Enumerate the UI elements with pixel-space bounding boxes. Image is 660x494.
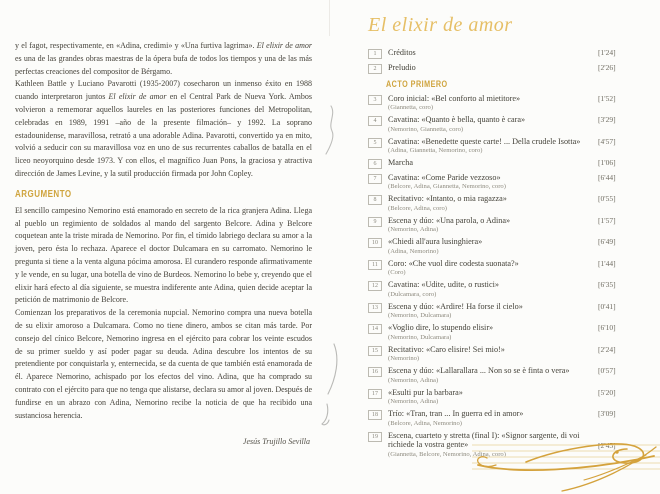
track-duration: [0'57] <box>598 366 616 375</box>
italic-text-run: El elixir de amor <box>108 92 167 102</box>
spine-edge-line <box>329 0 330 36</box>
track-duration: [6'49] <box>598 237 616 246</box>
track-duration: [4'57] <box>598 136 616 146</box>
staff-lines <box>472 445 660 469</box>
text-run: Comienzan los preparativos de la ceremonia nupcial. Nemorino compra una nueva botella de su elixir amoroso a Dulcamara. Como no tiene dinero, ambos se citan más tarde. Por consejo del cínico Belcore, Nemorino ingresa en el ejército para cobrar los veinte escudos de su primer sueldo y así poder pagar su deuda. Adina descubre los intentos de su pretendiente por conquistarla y, enternecida, se da cuenta de que también está enamorada de él. Aparece Nemorino, achispado por los efectos del vino. Adina, que ha comprado su contrato con el ejército para que no tenga que alistarse, declara su amor al joven. Después de fundirse en un abrazo con Adina, Nemorino recibe la noticia de que ha recibido una sustanciosa herencia. <box>15 308 312 420</box>
track-row <box>368 323 648 341</box>
track-title: «Voglio dire, lo stupendo elisir» <box>388 323 494 332</box>
track-number: 12 <box>368 281 382 291</box>
track-duration: [1'57] <box>598 215 616 225</box>
track-row <box>368 366 648 384</box>
track-title: Escena y dúo: «Lallarallara ... Non so se è finta o vera» <box>388 366 570 375</box>
track-number: 9 <box>368 217 382 227</box>
track-row <box>368 302 648 320</box>
track-row <box>368 259 648 277</box>
track-title: Coro inicial: «Bel conforto al mietitore» <box>388 93 521 103</box>
track-row <box>368 63 648 74</box>
track-content <box>388 237 590 255</box>
track-performers: (Nemorino, Dulcamara) <box>388 333 452 341</box>
track-title: «Chiedi all'aura lusinghiera» <box>388 237 483 246</box>
track-performers: (Belcore, Adina, coro) <box>388 204 447 212</box>
track-number: 7 <box>368 174 382 184</box>
track-title: Escena, cuarteto y stretta (final I): «Signor sargente, di voi richiede la vostra gente» <box>388 430 580 449</box>
track-content <box>388 388 590 406</box>
track-duration: [2'45] <box>598 440 616 450</box>
track-content <box>388 48 590 58</box>
track-title: Coro: «Che vuol dire codesta suonata?» <box>388 258 519 268</box>
track-content <box>388 194 590 212</box>
track-performers: (Belcore, Adina, Nemorino) <box>388 419 462 427</box>
author-signature: Jesús Trujillo Sevilla <box>242 437 310 447</box>
track-performers: (Giannetta, coro) <box>388 104 434 111</box>
track-number: 1 <box>368 49 382 59</box>
argument-heading-label: ARGUMENTO <box>15 188 72 200</box>
intro-paragraph <box>15 40 312 78</box>
track-content <box>388 94 590 112</box>
history-paragraph <box>15 78 312 180</box>
track-performers: (Nemorino) <box>388 355 420 362</box>
track-number: 8 <box>368 195 382 205</box>
track-row <box>368 158 648 169</box>
track-duration: [1'52] <box>598 93 616 103</box>
track-number: 5 <box>368 138 382 148</box>
track-content <box>388 345 590 363</box>
track-duration: [0'41] <box>598 301 616 311</box>
text-run: y el fagot, respectivamente, en «Adina, credimi» y «Una furtiva lagrima». <box>15 41 257 50</box>
track-number: 16 <box>368 367 382 377</box>
track-performers: (Adina, Nemorino) <box>388 247 439 255</box>
track-content <box>388 280 590 298</box>
track-row <box>368 48 648 59</box>
track-content <box>388 216 590 234</box>
track-row <box>368 137 648 155</box>
track-title: «Esulti pur la barbara» <box>388 387 463 397</box>
track-title: Recitativo: «Caro elisire! Sei mio!» <box>388 344 505 354</box>
track-content <box>388 173 590 191</box>
track-number: 17 <box>368 389 382 399</box>
track-performers: (Nemorino, Dulcamara) <box>388 312 452 319</box>
text-run: Kathleen Battle y Luciano Pavarotti (1935-2007) cosecharon un inmenso éxito en 1988 cuando interpretaron juntos <box>15 79 312 102</box>
track-performers: (Belcore, Adina, Giannetta, Nemorino, coro) <box>388 183 506 190</box>
track-duration: [3'09] <box>598 409 616 418</box>
track-title: Trío: «Tran, tran ... In guerra ed in amor» <box>388 409 524 418</box>
track-number: 15 <box>368 346 382 356</box>
left-page <box>15 40 312 446</box>
track-number: 11 <box>368 260 382 270</box>
track-duration: [3'29] <box>598 115 616 124</box>
track-duration: [5'20] <box>598 387 616 397</box>
track-number: 3 <box>368 95 382 105</box>
track-title: Créditos <box>388 48 416 57</box>
track-title: Cavatina: «Come Paride vezzoso» <box>388 172 501 182</box>
track-performers: (Nemorino, Adina) <box>388 376 439 384</box>
track-duration: [2'26] <box>598 62 616 72</box>
track-row <box>368 216 648 234</box>
track-duration: [2'24] <box>598 344 616 354</box>
track-row <box>368 194 648 212</box>
track-row <box>368 409 648 427</box>
track-performers: (Dulcamara, coro) <box>388 290 437 298</box>
text-run: es una de las grandes obras maestras de la ópera bufa de todos los tiempos y una de las más perfectas creaciones del compositor de Bérgamo. <box>15 53 312 76</box>
track-content <box>388 115 590 133</box>
track-content <box>388 409 590 427</box>
track-title: Escena y dúo: «Ardire! Ha forse il cielo» <box>388 301 523 311</box>
italic-text-run: El elixir de amor <box>256 41 313 50</box>
text-run: en el Central Park de Nueva York. Ambos volvieron a rememorar aquellos laureles en las posteriores funciones del Metropolitan, celebradas en 1989, 1991 –año de la presente filmación– y 1992. La soprano estadounidense, maravillosa, retrató a una adorable Adina. Pavarotti, convertido ya en mito, volvió a seducir con su maravillosa voz en uno de sus recurrentes caballos de batalla en el liceo neoyorquino desde 1973. Y con ellos, el magnífico Juan Pons, la graciosa y atractiva dirección de James Levine, y la sutil producción firmada por John Copley. <box>15 92 312 178</box>
track-row <box>368 280 648 298</box>
track-number: 19 <box>368 432 382 442</box>
track-row <box>368 115 648 133</box>
track-performers: (Coro) <box>388 269 406 276</box>
track-content <box>388 302 590 320</box>
track-content <box>388 158 590 168</box>
track-content <box>388 366 590 384</box>
track-title: Recitativo: «Intanto, o mia ragazza» <box>388 194 507 203</box>
track-number: 2 <box>368 64 382 74</box>
track-duration: [1'06] <box>598 158 616 167</box>
track-title: Preludio <box>388 62 416 72</box>
track-performers: (Adina, Giannetta, Nemorino, coro) <box>388 147 483 154</box>
track-number: 18 <box>368 410 382 420</box>
track-content <box>388 63 590 73</box>
staple-mark-top <box>322 104 338 156</box>
track-list <box>368 48 648 458</box>
staff-flourish-icon <box>466 438 660 494</box>
track-duration: [6'10] <box>598 323 616 332</box>
page-title: El elixir de amor <box>368 14 513 36</box>
track-duration: [1'44] <box>598 258 616 268</box>
track-row <box>368 237 648 255</box>
act-header-row <box>386 79 648 89</box>
track-title: Cavatina: «Quanto è bella, quanto è cara» <box>388 115 526 124</box>
track-row <box>368 94 648 112</box>
track-content <box>388 259 590 277</box>
flourish-ornament <box>466 438 660 494</box>
right-page <box>368 14 648 462</box>
track-row <box>368 388 648 406</box>
track-number: 13 <box>368 303 382 313</box>
act-header: ACTO PRIMERO <box>386 78 448 89</box>
argument-heading <box>15 189 312 200</box>
argument-paragraph-1 <box>15 205 312 307</box>
track-row <box>368 345 648 363</box>
track-title: Cavatina: «Udite, udite, o rustici» <box>388 280 499 289</box>
text-run: El sencillo campesino Nemorino está enamorado en secreto de la rica granjera Adina. Llega al pueblo un regimiento de soldados al mando del sargento Belcore. Adina y Belcore coquetean ante la triste mirada de Nemorino. Por fin, el tímido labriego declara su amor a la joven, pero ésta lo rechaza. Aparece el doctor Dulcamara en su carromato. Nemorino le pregunta si tiene a la venta alguna pócima amorosa. El curandero responde afirmativamente y le vende, en su lugar, una botella de vino de Burdeos. Nemorino lo bebe y, creyendo que el elixir hará efecto al día siguiente, se muestra indiferente ante Adina, quien decide aceptar la petición de matrimonio de Belcore. <box>15 205 312 305</box>
track-title: Cavatina: «Benedette queste carte! ... Della crudele Isotta» <box>388 136 581 146</box>
track-number: 4 <box>368 116 382 126</box>
track-title: Marcha <box>388 158 414 167</box>
track-duration: [6'44] <box>598 172 616 182</box>
track-duration: [6'35] <box>598 280 616 289</box>
track-content <box>388 323 590 341</box>
track-duration: [1'24] <box>598 48 616 57</box>
track-title: Escena y dúo: «Una parola, o Adina» <box>388 215 511 225</box>
track-performers: (Nemorino, Adina) <box>388 226 439 233</box>
track-row <box>368 173 648 191</box>
track-performers: (Giannetta, Belcore, Nemorino, Adina, coro) <box>388 450 506 458</box>
track-number: 6 <box>368 159 382 169</box>
track-content <box>388 137 590 155</box>
track-duration: [0'55] <box>598 194 616 203</box>
staple-mark-bottom <box>318 342 340 428</box>
track-number: 10 <box>368 238 382 248</box>
track-number: 14 <box>368 324 382 334</box>
track-performers: (Nemorino, Adina) <box>388 398 439 405</box>
argument-paragraph-2 <box>15 307 312 422</box>
track-performers: (Nemorino, Giannetta, coro) <box>388 125 464 133</box>
